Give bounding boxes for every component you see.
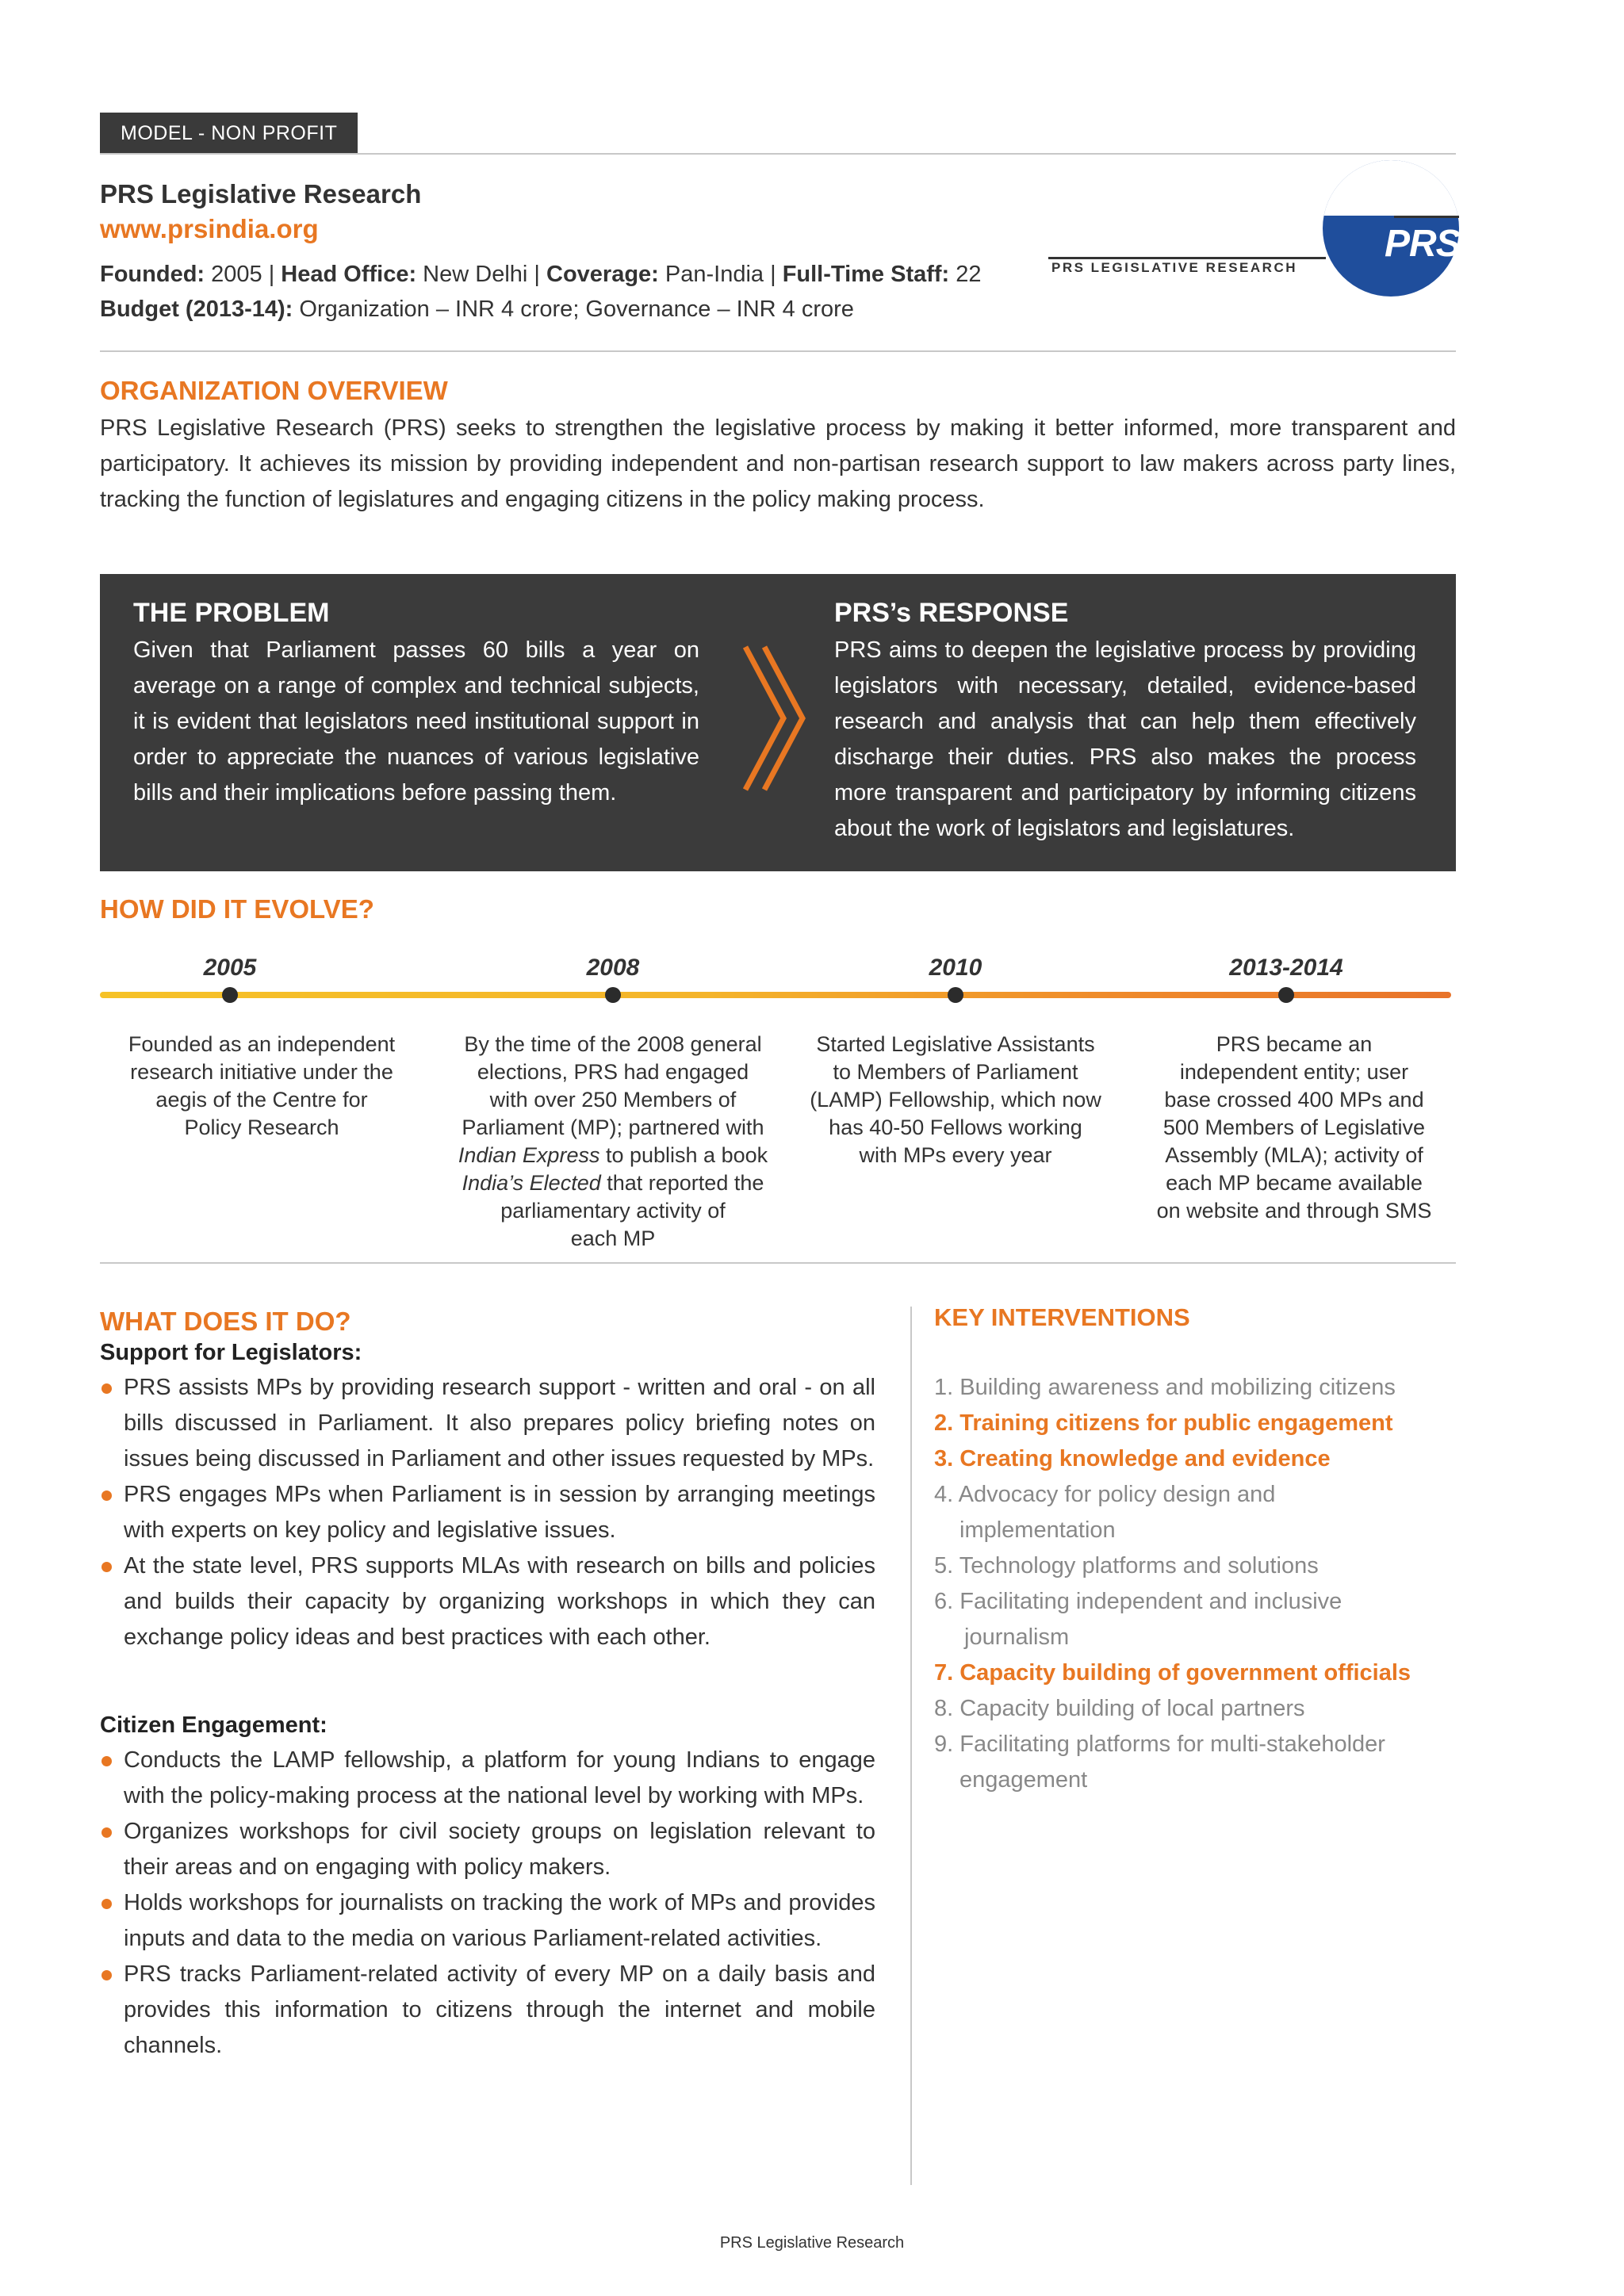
list-item: 2. Training citizens for public engagement [934,1410,1393,1436]
meta-divider [100,350,1456,352]
list-item: 6. Facilitating independent and inclusive [934,1589,1342,1614]
legislators-list [100,1370,875,1655]
org-name: PRS Legislative Research [100,179,422,209]
interventions-list [934,1370,1457,1798]
overview-title: ORGANIZATION OVERVIEW [100,376,448,405]
timeline-year-2010: 2010 [929,955,982,981]
legislators-heading: Support for Legislators: [100,1340,362,1365]
response-title: PRS’s RESPONSE [834,598,1069,628]
what-title: WHAT DOES IT DO? [100,1307,351,1336]
evolve-title: HOW DID IT EVOLVE? [100,894,374,924]
response-text: PRS aims to deepen the legislative process by providing legislators with necessary, detailed, evidence-based research and analysis that can help them effectively discharge their duties. PRS also makes the process more transparent and participatory by informing citizens about the work of legislators and legislatures. [834,637,1416,841]
list-item: journalism [964,1624,1070,1650]
timeline-dot [605,987,621,1003]
timeline-year-2008: 2008 [586,955,640,981]
list-item: PRS tracks Parliament-related activity of every MP on a daily basis and provides this information to citizens through the internet and mobile channels. [100,1957,875,2064]
logo-rule [1048,257,1326,259]
timeline-dot [948,987,963,1003]
org-meta-line-1: Founded: 2005 | Head Office: New Delhi | Coverage: Pan-India | Full-Time Staff: 22 [100,262,982,287]
timeline-desc-2010: Started Legislative Assistants to Members of Parliament (LAMP) Fellowship, which now has 40-50 Fellows working with MPs every year [810,1032,1101,1167]
logo-subtitle: PRS LEGISLATIVE RESEARCH [1051,260,1297,275]
list-item: 4. Advocacy for policy design and [934,1482,1276,1507]
timeline-desc-2008: By the time of the 2008 general elections, PRS had engaged with over 250 Members of Parliament (MP); partnered with Indian Express to publish a book India’s Elected that reported the parliamentary activity of each MP [458,1032,768,1250]
overview-text: PRS Legislative Research (PRS) seeks to strengthen the legislative process by making it better informed, more transparent and participatory. It achieves its mission by providing independent and non-partisan research support to law makers across party lines, tracking the function of legislatures and engaging citizens in the policy making process. [100,415,1456,512]
page-footer: PRS Legislative Research [719,2234,905,2252]
logo-mark: PRS [1385,223,1461,265]
org-url-link[interactable]: www.prsindia.org [100,214,319,243]
citizen-heading: Citizen Engagement: [100,1712,327,1738]
list-item: At the state level, PRS supports MLAs with research on bills and policies and builds their capacity by organizing workshops in which they can exchange policy ideas and best practices with each other. [100,1548,875,1655]
problem-title: THE PROBLEM [133,598,330,628]
column-divider [910,1307,912,2185]
chevron-right-icon [734,639,814,798]
list-item: 8. Capacity building of local partners [934,1696,1305,1721]
timeline-desc-2005: Founded as an independent research initiative under the aegis of the Centre for Policy Research [128,1032,396,1139]
timeline-bar [100,992,1451,998]
interventions-title: KEY INTERVENTIONS [934,1303,1190,1331]
logo-rule-right [1394,216,1459,218]
list-item: Holds workshops for journalists on tracking the work of MPs and provides inputs and data to the media on various Parliament-related activities. [100,1885,875,1957]
list-item: 1. Building awareness and mobilizing citizens [934,1375,1396,1400]
org-meta-line-2: Budget (2013-14): Organization – INR 4 crore; Governance – INR 4 crore [100,297,854,322]
prs-logo [1048,216,1459,293]
timeline-divider [100,1262,1456,1264]
timeline-year-2005: 2005 [203,955,257,981]
list-item: engagement [959,1767,1088,1793]
list-item: 3. Creating knowledge and evidence [934,1446,1331,1471]
list-item: 5. Technology platforms and solutions [934,1553,1319,1578]
timeline-desc-2013-2014: PRS became an independent entity; user base crossed 400 MPs and 500 Members of Legislative Assembly (MLA); activity of each MP became available on website and through SMS [1156,1032,1432,1223]
citizen-list [100,1743,875,2064]
list-item: implementation [959,1517,1116,1543]
list-item: Organizes workshops for civil society groups on legislation relevant to their areas and on engaging with policy makers. [100,1814,875,1885]
list-item: PRS assists MPs by providing research support - written and oral - on all bills discussed in Parliament. It also prepares policy briefing notes on issues being discussed in Parliament and other issues requested by MPs. [100,1370,875,1477]
problem-text: Given that Parliament passes 60 bills a year on average on a range of complex and technical subjects, it is evident that legislators need institutional support in order to appreciate the nuances of various legislative bills and their implications before passing them. [133,637,699,806]
list-item: PRS engages MPs when Parliament is in session by arranging meetings with experts on key policy and legislative issues. [100,1477,875,1548]
header-divider [100,153,1456,155]
list-item: Conducts the LAMP fellowship, a platform for young Indians to engage with the policy-making process at the national level by working with MPs. [100,1743,875,1814]
timeline-dot [1278,987,1294,1003]
list-item: 9. Facilitating platforms for multi-stakeholder [934,1732,1385,1757]
timeline-year-2013-2014: 2013-2014 [1229,955,1343,981]
list-item: 7. Capacity building of government officials [934,1660,1411,1686]
model-tag: MODEL - NON PROFIT [100,113,358,154]
timeline-dot [222,987,238,1003]
